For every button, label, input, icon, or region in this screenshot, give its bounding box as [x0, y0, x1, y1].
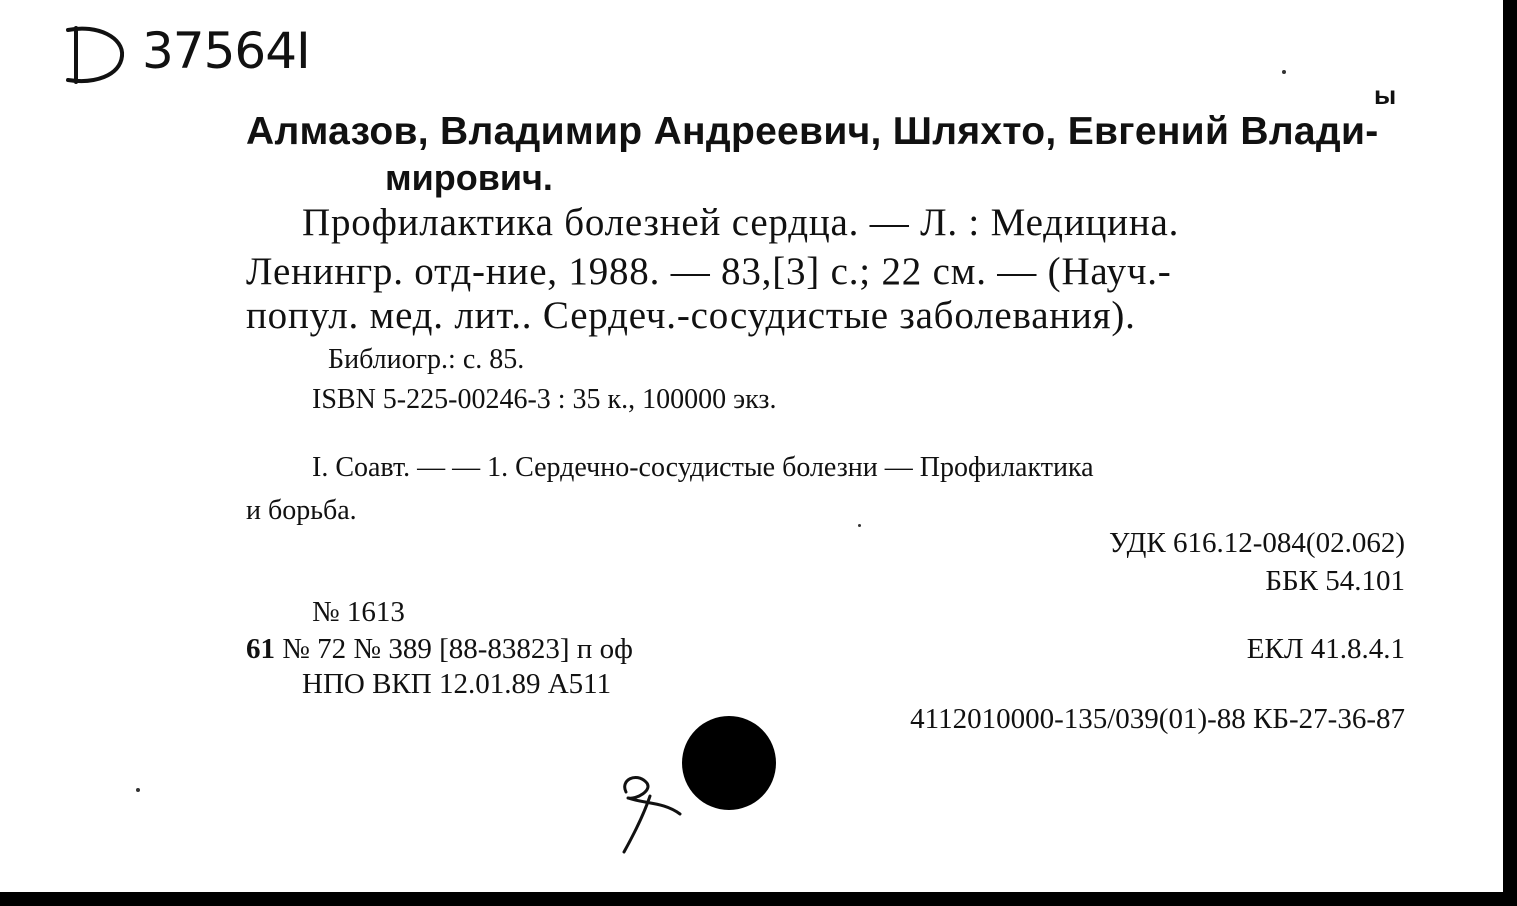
speck: [136, 788, 140, 792]
call-number: 37564I: [142, 22, 310, 80]
subjects-line-2: и борьба.: [246, 495, 357, 526]
author-line-2: мирович.: [385, 157, 553, 198]
udk-code: УДК 616.12-084(02.062): [1109, 527, 1405, 559]
bbk-code: ББК 54.101: [1265, 565, 1405, 597]
library-d-glyph-icon: [58, 20, 128, 90]
title-line-2: Ленингр. отд-ние, 1988. — 83,[3] с.; 22 см. — (Науч.-: [246, 250, 1172, 293]
title-line-1: Профилактика болезней сердца. — Л. : Медицина.: [302, 201, 1180, 244]
title-line-3: попул. мед. лит.. Сердеч.-сосудистые заболевания).: [246, 294, 1136, 337]
publication-code: 4112010000-135/039(01)-88 КБ-27-36-87: [910, 703, 1405, 735]
author-line-1: Алмазов, Владимир Андреевич, Шляхто, Евгений Влади-: [246, 110, 1379, 153]
handwritten-seven-icon: [606, 752, 716, 862]
speck: [1282, 70, 1286, 74]
isbn-line: ISBN 5-225-00246-3 : 35 к., 100000 экз.: [312, 384, 777, 415]
corner-mark: ы: [1374, 80, 1397, 110]
ekl-code: ЕКЛ 41.8.4.1: [1246, 633, 1405, 665]
order-details: № 72 № 389 [88-83823] п оф: [275, 633, 633, 665]
subjects-line-1: I. Соавт. — — 1. Сердечно-сосудистые болезни — Профилактика: [312, 452, 1094, 483]
card-number: № 1613: [312, 596, 405, 628]
order-line: [246, 635, 633, 664]
bibliography-note: Библиогр.: с. 85.: [328, 344, 525, 375]
npo-line: НПО ВКП 12.01.89 А511: [302, 668, 612, 700]
order-prefix: 61: [246, 633, 275, 665]
speck: [858, 524, 861, 527]
